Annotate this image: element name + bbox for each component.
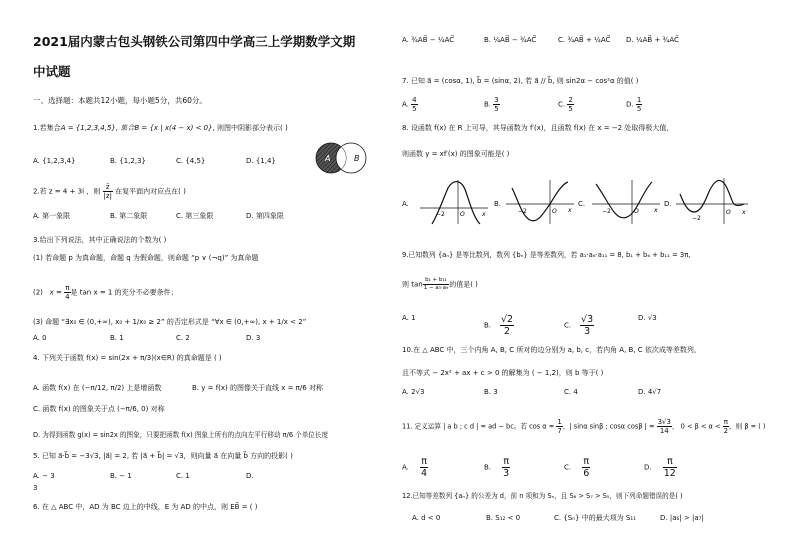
q11-d-den: 12	[663, 468, 676, 479]
q6-option-b[interactable]: B. ¼AB⃗ − ¾AC⃗	[484, 36, 537, 44]
q1-stem-tail: , 则图中阴影部分表示( )	[212, 124, 288, 132]
q5-option-d-value: 3	[33, 484, 38, 492]
question-8-stem-2: 则函数 y = xf′(x) 的图象可能是( )	[402, 150, 510, 158]
q7-a-num: 4	[412, 96, 417, 104]
q11-a-num: π	[421, 456, 427, 467]
graph-d-x-label: x	[742, 209, 746, 216]
q3-statement-3: (3) 命题 “∃x₀ ∈ (0,+∞), x₀ + 1/x₀ ≥ 2” 的否定形式是 “∀x ∈ (0,+∞), x + 1/x < 2”	[33, 318, 307, 326]
q7-b-label: B.	[484, 100, 492, 109]
q4-option-c[interactable]: C. 函数 f(x) 的图象关于点 (−π/6, 0) 对称	[33, 405, 165, 413]
question-1-stem	[33, 124, 288, 133]
q4-option-b[interactable]: B. y = f(x) 的图像关于直线 x = π/6 对称	[192, 384, 323, 392]
q7-d-num: 1	[636, 96, 642, 104]
q1-option-c[interactable]: C. {4,5}	[176, 157, 206, 165]
q9-b-num: √2	[500, 314, 514, 325]
question-6-stem: 6. 在 △ ABC 中，AD 为 BC 边上的中线，E 为 AD 的中点，则 EB⃗ = ( )	[33, 503, 258, 511]
q3-s2-var: x =	[49, 288, 65, 297]
q2-option-b[interactable]: B. 第二象限	[110, 212, 148, 220]
q11-stem-eq: =	[646, 422, 657, 431]
q9-c-num: √3	[581, 314, 594, 325]
graph-a-x-label: x	[482, 211, 486, 218]
graph-c-origin: O	[634, 208, 639, 215]
q7-c-label: C.	[558, 100, 566, 109]
q3-s2-tail: 是 tan x = 1 的充分不必要条件；	[70, 288, 178, 297]
q7-option-a[interactable]	[402, 96, 418, 113]
q11-b-frac	[502, 456, 510, 479]
q1-option-d[interactable]: D. {1,4}	[246, 157, 276, 165]
q11-c-num: π	[583, 456, 590, 467]
q6-option-d[interactable]: D. ¼AB⃗ + ¾AC⃗	[626, 36, 679, 44]
q11-option-b[interactable]	[484, 456, 510, 479]
q8-option-a[interactable]: A.	[402, 200, 409, 208]
q11-stem-comma: ，	[562, 422, 570, 431]
q11-det-expression: | sinα sinβ ; cosα cosβ |	[569, 422, 647, 431]
graph-a-tick: −2	[436, 211, 445, 218]
q7-d-den: 5	[636, 105, 642, 113]
q2-option-c[interactable]: C. 第三象限	[176, 212, 214, 220]
q7-d-frac	[636, 96, 642, 113]
q11-stem-tail: ，则 β = ( )	[729, 422, 766, 431]
q1-stem-part: 1.若集合	[33, 124, 61, 132]
q3-option-b[interactable]: B. 1	[110, 334, 124, 342]
question-10-stem-2: 且不等式 − 2x² + ax + c > 0 的解集为 ( − 1,2)，则 b 等于( )	[402, 369, 604, 377]
q11-val-num: 3√3	[657, 418, 671, 426]
q6-option-c[interactable]: C. ¾AB⃗ + ¼AC⃗	[558, 36, 611, 44]
q9-frac-num: b₁ + b₁₁	[423, 277, 450, 285]
q12-option-c[interactable]: C. {Sₙ} 中的最大项为 S₁₁	[554, 514, 636, 522]
q11-cos-num: 1	[557, 418, 562, 426]
q5-option-d[interactable]: D.	[246, 472, 254, 480]
q9-option-a[interactable]: A. 1	[402, 314, 416, 322]
q11-option-c[interactable]	[564, 456, 590, 479]
venn-diagram	[312, 140, 376, 180]
q7-option-c[interactable]	[558, 96, 574, 113]
q3-s2-num: π	[65, 284, 70, 292]
q12-option-b[interactable]: B. S₁₂ < 0	[486, 514, 521, 522]
q11-d-num: π	[663, 456, 677, 468]
q12-option-d[interactable]: D. |a₆| > |a₇|	[660, 514, 704, 522]
q10-option-b[interactable]: B. 3	[484, 388, 498, 396]
q11-val-den: 14	[659, 427, 669, 435]
q6-option-a[interactable]: A. ¾AB⃗ − ¼AC⃗	[402, 36, 455, 44]
q11-pi-num: π	[723, 418, 728, 426]
q7-a-frac	[411, 96, 417, 113]
q11-det-definition: | a b ; c d | = ad − bc	[443, 422, 514, 431]
q11-stem-range: ， 0 < β < α <	[671, 422, 723, 431]
q11-c-label: C.	[564, 463, 572, 472]
q11-d-label: D.	[644, 463, 652, 472]
q2-fraction	[103, 183, 113, 200]
section-heading: 一、选择题：本题共12小题，每小题5分，共60分。	[33, 96, 207, 105]
q7-a-label: A.	[402, 100, 409, 109]
page-title-line2: 中试题	[33, 64, 71, 79]
q5-option-c[interactable]: C. 1	[176, 472, 190, 480]
q10-option-a[interactable]: A. 2√3	[402, 388, 425, 396]
graph-b-tick: −2	[518, 208, 527, 215]
q5-option-b[interactable]: B. − 1	[110, 472, 132, 480]
q9-c-frac	[580, 314, 594, 337]
q9-b-label: B.	[484, 321, 492, 330]
graph-d-tick: −2	[692, 215, 701, 222]
q3-statement-1: (1) 若命题 p 为真命题，命题 q 为假命题，则命题 “p ∨ (¬q)” 为真命题	[33, 254, 259, 262]
q8-option-c[interactable]: C.	[578, 200, 586, 208]
q10-option-c[interactable]: C. 4	[564, 388, 578, 396]
question-8-stem: 8. 设函数 f(x) 在 R 上可导，其导函数为 f′(x)，且函数 f(x) 在 x = −2 处取得极大值，	[402, 124, 674, 132]
q11-val-frac	[657, 418, 672, 435]
q7-option-b[interactable]	[484, 96, 500, 113]
question-12-stem: 12.已知等差数列 {aₙ} 的公差为 d，前 n 项和为 Sₙ，且 S₆ > S₇ > S₅，则下列命题错误的是( )	[402, 492, 683, 500]
q2-option-d[interactable]: D. 第四象限	[246, 212, 284, 220]
q9-stem-tail: 的值是( )	[449, 280, 478, 289]
q11-a-den: 4	[421, 468, 428, 479]
q11-c-frac	[582, 456, 590, 479]
q1-set-b: B = {x | x(4 − x) < 0}	[134, 124, 213, 132]
q8-graph-c	[590, 178, 662, 226]
q9-fraction	[423, 277, 450, 292]
q9-option-b[interactable]	[484, 314, 514, 337]
q11-c-den: 6	[583, 468, 590, 479]
q11-pi-den: 2	[723, 427, 729, 435]
q4-option-d[interactable]: D. 为得到函数 g(x) = sin2x 的图象，只要把函数 f(x) 图象上所有的点向左平行移动 π/6 个单位长度	[33, 431, 329, 439]
q9-frac-den: 1 − a₃·a₉	[423, 285, 449, 291]
question-10-stem: 10.在 △ ABC 中，三个内角 A, B, C 所对的边分别为 a, b, c，若内角 A, B, C 依次成等差数列，	[402, 346, 701, 354]
graph-d-origin: O	[726, 209, 731, 216]
question-9-stem-2	[402, 277, 478, 292]
q7-c-frac	[567, 96, 573, 113]
q7-d-label: D.	[626, 100, 634, 109]
question-5-stem: 5. 已知 a⃗·b⃗ = −3√3, |a⃗| = 2, 若 |a⃗ + b⃗| = √3，则向量 a⃗ 在向量 b⃗ 方向的投影( )	[33, 452, 293, 460]
q9-b-frac	[500, 314, 514, 337]
q3-s2-label: (2)	[33, 288, 43, 297]
q3-option-d[interactable]: D. 3	[246, 334, 261, 342]
q10-option-d[interactable]: D. 4√7	[638, 388, 662, 396]
q2-frac-den: |z|	[103, 192, 112, 200]
q12-option-a[interactable]: A. d < 0	[412, 514, 441, 522]
graph-b-origin: O	[552, 208, 557, 215]
q11-b-label: B.	[484, 463, 492, 472]
question-3-stem: 3.给出下列说法，其中正确说法的个数为( )	[33, 236, 167, 244]
q3-statement-2	[33, 284, 178, 301]
q9-b-den: 2	[503, 326, 511, 337]
q1-option-b[interactable]: B. {1,2,3}	[110, 157, 146, 165]
q9-option-d[interactable]: D. √3	[638, 314, 657, 322]
q2-stem-tail: 在复平面内对应点在( )	[115, 187, 186, 196]
q11-d-frac	[663, 456, 677, 479]
q9-c-den: 3	[584, 326, 591, 337]
q7-c-den: 5	[568, 105, 573, 113]
q8-graph-b	[504, 178, 576, 226]
q9-option-c[interactable]	[564, 314, 594, 337]
q2-stem-part: 2.若 z = 4 + 3i ，则	[33, 187, 101, 196]
q7-c-num: 2	[568, 96, 573, 104]
q7-a-den: 5	[412, 105, 417, 113]
q3-option-a[interactable]: A. 0	[33, 334, 47, 342]
q11-a-label: A.	[402, 463, 409, 472]
page-title: 2021届内蒙古包头钢铁公司第四中学高三上学期数学文期	[33, 34, 356, 49]
venn-label-a: A	[325, 154, 331, 163]
q1-set-a: A = {1,2,3,4,5}, 集合	[60, 124, 135, 132]
q3-s2-den: 4	[65, 293, 70, 301]
q11-b-num: π	[503, 456, 510, 467]
q11-option-d[interactable]	[644, 456, 677, 479]
q8-graph-d	[674, 176, 750, 226]
graph-b-x-label: x	[568, 207, 572, 214]
q9-c-label: C.	[564, 321, 572, 330]
q11-stem-cos: 。若 cos α =	[513, 422, 557, 431]
q11-b-den: 3	[503, 468, 510, 479]
venn-label-b: B	[354, 154, 360, 163]
q1-option-a[interactable]: A. {1,2,3,4}	[33, 157, 76, 165]
graph-a-origin: O	[460, 211, 465, 218]
graph-d-curve	[680, 180, 744, 212]
graph-c-x-label: x	[654, 207, 658, 214]
question-11-stem	[402, 418, 765, 435]
q11-stem-part: 11. 定义运算	[402, 422, 441, 431]
q11-cos-den: 7	[557, 427, 562, 435]
q4-option-a[interactable]: A. 函数 f(x) 在 (−π/12, π/2) 上是增函数	[33, 384, 162, 392]
q7-b-frac	[493, 96, 499, 113]
q8-graph-a	[418, 178, 490, 226]
q8-option-b[interactable]: B.	[494, 200, 502, 208]
q2-frac-num: z̄	[103, 183, 113, 192]
q7-option-d[interactable]	[626, 96, 642, 113]
q3-option-c[interactable]: C. 2	[176, 334, 190, 342]
q7-b-den: 5	[494, 105, 499, 113]
q9-tan: 则 tan	[402, 280, 423, 289]
q5-option-a[interactable]: A. − 3	[33, 472, 55, 480]
q11-option-a[interactable]	[402, 456, 428, 479]
question-7-stem: 7. 已知 a⃗ = (cosα, 1), b⃗ = (sinα, 2), 若 a⃗ // b⃗, 则 sin2α − cos²α 的值( )	[402, 77, 639, 85]
graph-c-tick: −2	[602, 208, 611, 215]
q8-option-d[interactable]: D.	[664, 200, 672, 208]
question-4-stem: 4. 下列关于函数 f(x) = sin(2x + π/3)(x∈R) 的真命题是 ( )	[33, 354, 222, 362]
question-9-stem: 9.已知数列 {aₙ} 是等比数列，数列 {bₙ} 是等差数列，若 a₁·a₆·a₁₁ = 8, b₁ + b₆ + b₁₁ = 3π,	[402, 251, 691, 259]
q7-b-num: 3	[494, 96, 499, 104]
q11-a-frac	[420, 456, 428, 479]
question-2-stem	[33, 183, 186, 200]
q2-option-a[interactable]: A. 第一象限	[33, 212, 71, 220]
